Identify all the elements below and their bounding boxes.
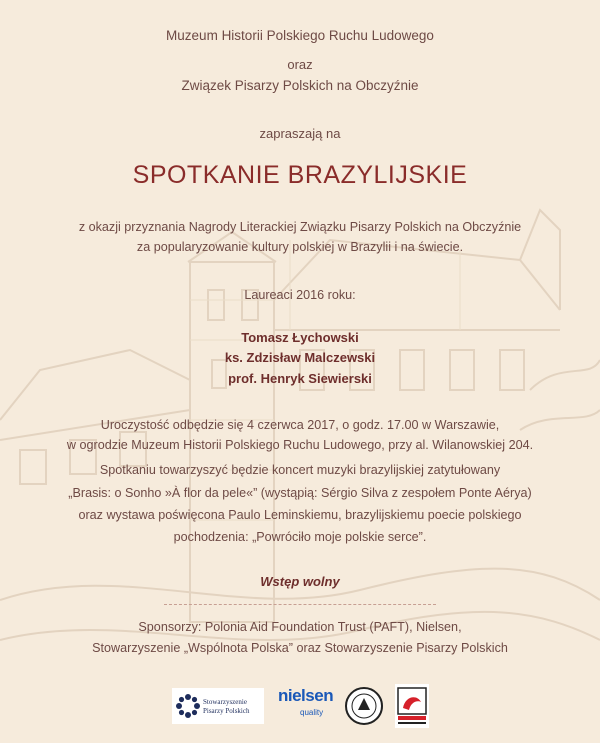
stowarzyszenie-logo-text: Pisarzy Polskich bbox=[203, 707, 250, 715]
sponsors-line: Sponsorzy: Polonia Aid Foundation Trust (PAFT), Nielsen, bbox=[138, 620, 462, 634]
stowarzyszenie-pisarzy-logo bbox=[172, 688, 264, 724]
laureate-name: Tomasz Łychowski bbox=[241, 330, 359, 345]
event-title: SPOTKANIE BRAZYLIJSKIE bbox=[132, 161, 468, 189]
laureates-heading: Laureaci 2016 roku: bbox=[244, 288, 356, 302]
details-line: „Brasis: o Sonho »À flor da pele«” (wystąpią: Sérgio Silva z zespołem Ponte Aérya) bbox=[68, 486, 532, 500]
details-line: w ogrodzie Muzeum Historii Polskiego Ruchu Ludowego, przy al. Wilanowskiej 204. bbox=[66, 438, 534, 452]
sponsors-line: Stowarzyszenie „Wspólnota Polska” oraz Stowarzyszenie Pisarzy Polskich bbox=[92, 641, 508, 655]
free-entry: Wstęp wolny bbox=[260, 574, 340, 589]
conjunction: oraz bbox=[287, 57, 313, 72]
stowarzyszenie-logo-text: Stowarzyszenie bbox=[203, 698, 247, 706]
occasion-line: za popularyzowanie kultury polskiej w Brazylii i na świecie. bbox=[136, 240, 464, 254]
nielsen-logo-text: nielsen bbox=[278, 686, 334, 705]
organizer-museum: Muzeum Historii Polskiego Ruchu Ludowego bbox=[166, 28, 434, 43]
paft-seal-logo bbox=[344, 684, 384, 728]
nielsen-logo bbox=[278, 686, 340, 726]
details-line: oraz wystawa poświęcona Paulo Leminskiemu, brazylijskiemu poecie polskiego bbox=[78, 508, 522, 522]
laureate-name: prof. Henryk Siewierski bbox=[228, 371, 372, 386]
details-line: Uroczystość odbędzie się 4 czerwca 2017, o godz. 17.00 w Warszawie, bbox=[100, 418, 500, 432]
sponsor-logos bbox=[0, 682, 600, 732]
organizer-union: Związek Pisarzy Polskich na Obczyźnie bbox=[181, 78, 419, 93]
wspolnota-polska-logo bbox=[395, 684, 429, 728]
laureate-name: ks. Zdzisław Malczewski bbox=[224, 350, 376, 365]
invite-text: zapraszają na bbox=[259, 126, 341, 141]
details-line: pochodzenia: „Powróciło moje polskie serce”. bbox=[173, 530, 427, 544]
occasion-line: z okazji przyznania Nagrody Literackiej Związku Pisarzy Polskich na Obczyźnie bbox=[78, 220, 522, 234]
divider bbox=[164, 604, 436, 605]
details-line: Spotkaniu towarzyszyć będzie koncert muzyki brazylijskiej zatytułowany bbox=[99, 463, 501, 477]
flower-icon bbox=[175, 693, 201, 719]
nielsen-logo-subtext: quality bbox=[300, 708, 324, 717]
